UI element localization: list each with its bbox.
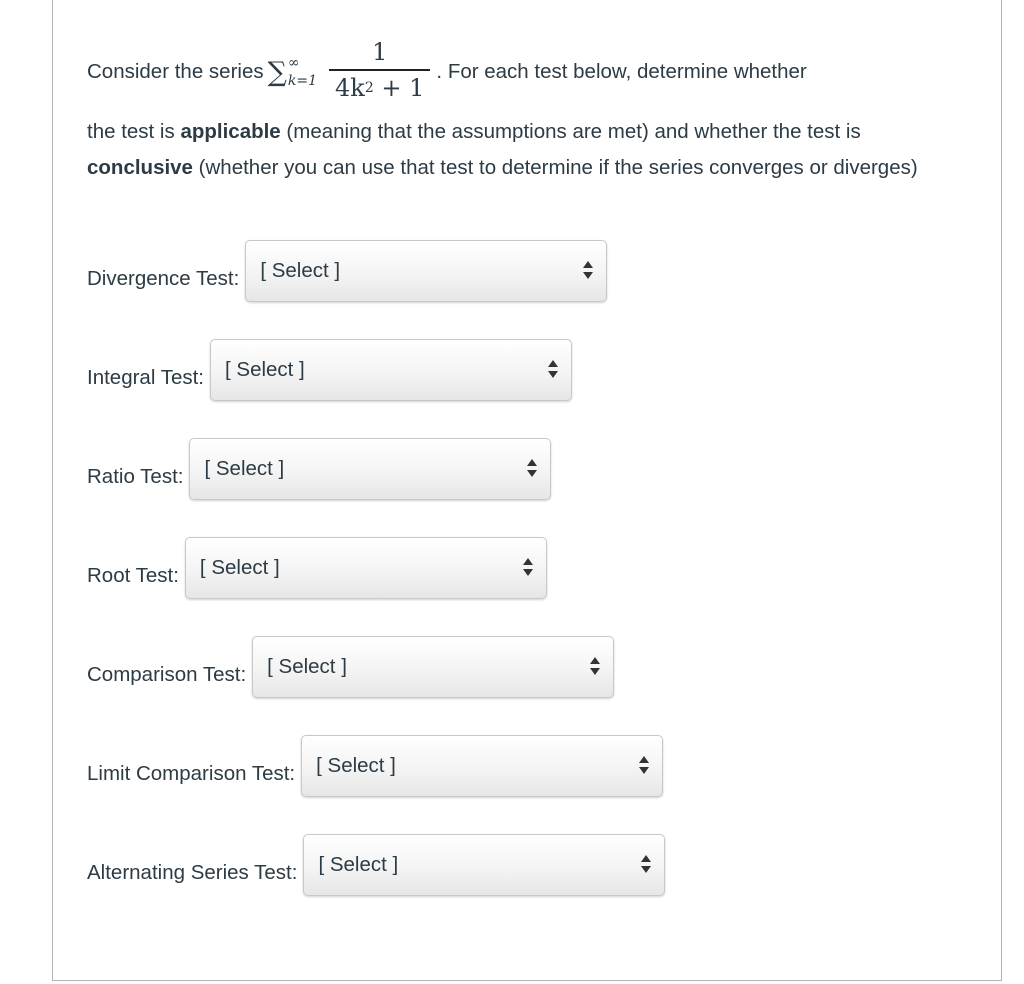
select-value: [ Select ] — [267, 655, 347, 678]
applicable-keyword: applicable — [180, 120, 281, 143]
sort-arrows-icon — [526, 457, 538, 479]
select-value: [ Select ] — [204, 457, 285, 480]
question-first-line — [87, 30, 957, 114]
sort-arrows-icon — [547, 358, 559, 380]
comparison-test-label: Comparison Test: — [87, 663, 247, 686]
sum-symbol: ∑ — [267, 56, 287, 88]
ratio-test-label: Ratio Test: — [87, 465, 184, 488]
sort-arrows-icon — [638, 754, 650, 776]
question-paragraph — [87, 114, 957, 186]
fraction — [329, 35, 430, 109]
limit-comparison-test-select[interactable] — [301, 735, 663, 797]
sum-upper-limit: ∞ — [287, 55, 300, 71]
question-part-3: (whether you can use that test to determine if the series converges or diverges) — [198, 156, 918, 179]
sort-arrows-icon — [522, 556, 534, 578]
sum-limits — [288, 56, 317, 88]
integral-test-row — [87, 339, 572, 401]
denominator-base: 4k — [335, 74, 365, 102]
series-formula — [268, 35, 433, 109]
divergence-test-select[interactable] — [245, 240, 607, 302]
comparison-test-row — [87, 636, 614, 698]
fraction-denominator — [329, 71, 430, 109]
conclusive-keyword: conclusive — [87, 156, 193, 179]
sum-lower-limit: k=1 — [287, 73, 318, 89]
question-after-math: . For each test below, determine whether — [436, 60, 807, 83]
divergence-test-label: Divergence Test: — [87, 267, 240, 290]
sort-arrows-icon — [582, 259, 594, 281]
question-part-2: (meaning that the assumptions are met) and whether the test is — [286, 120, 861, 143]
limit-comparison-test-label: Limit Comparison Test: — [87, 762, 296, 785]
alternating-series-test-select[interactable] — [303, 834, 665, 896]
ratio-test-row — [87, 438, 551, 500]
sort-arrows-icon — [640, 853, 652, 875]
denominator-tail: + 1 — [381, 74, 425, 102]
question-part-1: the test is — [87, 120, 175, 143]
limit-comparison-test-row — [87, 735, 663, 797]
alternating-series-test-row — [87, 834, 665, 896]
integral-test-label: Integral Test: — [87, 366, 204, 389]
ratio-test-select[interactable] — [189, 438, 551, 500]
divergence-test-row — [87, 240, 607, 302]
question-intro: Consider the series — [87, 60, 264, 83]
select-value: [ Select ] — [225, 358, 305, 381]
root-test-label: Root Test: — [87, 564, 179, 587]
alternating-series-test-label: Alternating Series Test: — [87, 861, 298, 884]
select-value: [ Select ] — [316, 754, 396, 777]
select-value: [ Select ] — [318, 853, 399, 876]
root-test-row — [87, 537, 547, 599]
select-value: [ Select ] — [199, 556, 280, 579]
select-value: [ Select ] — [260, 259, 341, 282]
fraction-numerator: 1 — [372, 38, 388, 66]
denominator-exponent: 2 — [364, 80, 374, 96]
sort-arrows-icon — [589, 655, 601, 677]
integral-test-select[interactable] — [210, 339, 572, 401]
root-test-select[interactable] — [185, 537, 547, 599]
question-text — [87, 30, 957, 186]
comparison-test-select[interactable] — [252, 636, 614, 698]
